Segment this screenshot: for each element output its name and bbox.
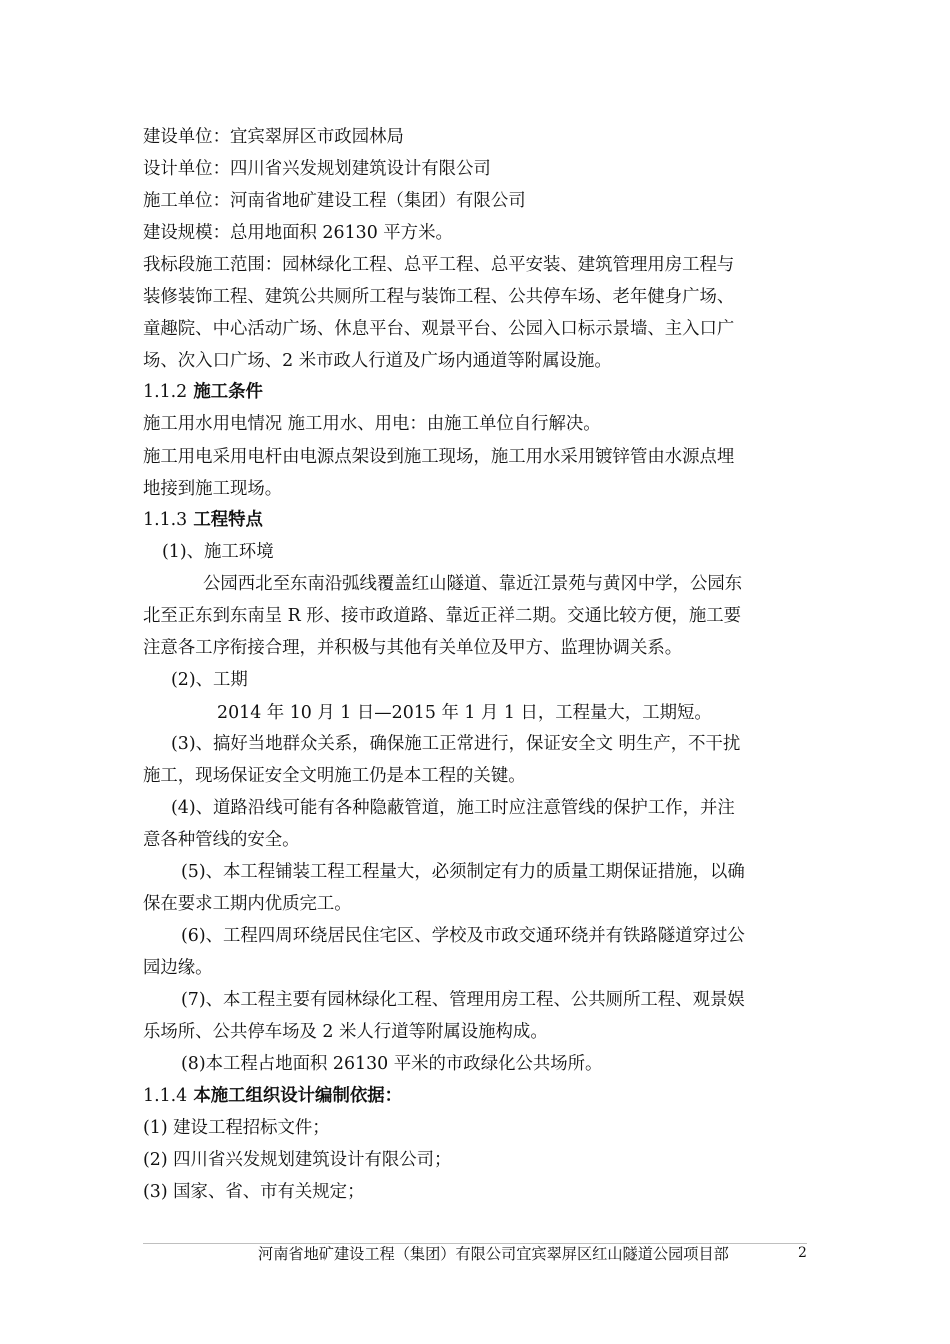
list-item: (7)、本工程主要有园林绿化工程、管理用房工程、公共厕所工程、观景娱 xyxy=(181,990,745,1010)
list-item: (1)、施工环境 xyxy=(162,542,274,562)
scale-line: 建设规模：总用地面积 26130 平方米。 xyxy=(143,223,453,243)
section-number: 1.1.4 xyxy=(143,1086,188,1106)
paragraph-line: 意各种管线的安全。 xyxy=(143,830,300,850)
section-heading xyxy=(143,381,263,403)
contractor-line: 施工单位：河南省地矿建设工程（集团）有限公司 xyxy=(143,191,526,211)
paragraph-line: 地接到施工现场。 xyxy=(143,479,283,499)
section-title: 施工条件 xyxy=(193,382,263,402)
paragraph-line: 2014 年 10 月 1 日—2015 年 1 月 1 日，工程量大，工期短。 xyxy=(217,703,712,723)
paragraph-line: 施工用电采用电杆由电源点架设到施工现场，施工用水采用镀锌管由水源点埋 xyxy=(143,447,735,467)
section-number: 1.1.2 xyxy=(143,382,188,402)
list-item: (6)、工程四周环绕居民住宅区、学校及市政交通环绕并有铁路隧道穿过公 xyxy=(181,926,745,946)
section-title: 本施工组织设计编制依据： xyxy=(193,1086,403,1106)
section-title: 工程特点 xyxy=(193,510,263,530)
basis-item: (3) 国家、省、市有关规定； xyxy=(143,1182,365,1202)
paragraph-line: 公园西北至东南沿弧线覆盖红山隧道、靠近江景苑与黄冈中学，公园东 xyxy=(203,574,743,594)
paragraph-line: 注意各工序衔接合理，并积极与其他有关单位及甲方、监理协调关系。 xyxy=(143,638,683,658)
paragraph-line: 施工，现场保证安全文明施工仍是本工程的关键。 xyxy=(143,766,526,786)
scope-line: 童趣院、中心活动广场、休息平台、观景平台、公园入口标示景墙、主入口广 xyxy=(143,319,735,339)
list-item: (2)、工期 xyxy=(171,670,248,690)
paragraph-line: 园边缘。 xyxy=(143,958,213,978)
page-number: 2 xyxy=(798,1245,807,1261)
paragraph-line: 保在要求工期内优质完工。 xyxy=(143,894,352,914)
paragraph-line: 施工用水用电情况 施工用水、用电：由施工单位自行解决。 xyxy=(143,414,601,434)
footer-text: 河南省地矿建设工程（集团）有限公司宜宾翠屏区红山隧道公园项目部 xyxy=(258,1245,729,1263)
basis-item: (2) 四川省兴发规划建筑设计有限公司； xyxy=(143,1150,452,1170)
section-heading xyxy=(143,509,263,531)
list-item: (4)、道路沿线可能有各种隐蔽管道，施工时应注意管线的保护工作，并注 xyxy=(171,798,735,818)
paragraph-line: 乐场所、公共停车场及 2 米人行道等附属设施构成。 xyxy=(143,1022,548,1042)
list-item: (3)、搞好当地群众关系，确保施工正常进行，保证安全文 明生产，不干扰 xyxy=(171,734,741,754)
scope-line: 装修装饰工程、建筑公共厕所工程与装饰工程、公共停车场、老年健身广场、 xyxy=(143,287,735,307)
basis-item: (1) 建设工程招标文件； xyxy=(143,1118,330,1138)
designer-line: 设计单位：四川省兴发规划建筑设计有限公司 xyxy=(143,159,491,179)
owner-line: 建设单位：宜宾翠屏区市政园林局 xyxy=(143,127,404,147)
list-item: (8)本工程占地面积 26130 平米的市政绿化公共场所。 xyxy=(181,1054,603,1074)
scope-line: 我标段施工范围：园林绿化工程、总平工程、总平安装、建筑管理用房工程与 xyxy=(143,255,735,275)
scope-line: 场、次入口广场、2 米市政人行道及广场内通道等附属设施。 xyxy=(143,351,612,371)
section-heading xyxy=(143,1085,402,1107)
paragraph-line: 北至正东到东南呈 R 形、接市政道路、靠近正祥二期。交通比较方便，施工要 xyxy=(143,606,742,626)
section-number: 1.1.3 xyxy=(143,510,188,530)
list-item: (5)、本工程铺装工程工程量大，必须制定有力的质量工期保证措施，以确 xyxy=(181,862,745,882)
